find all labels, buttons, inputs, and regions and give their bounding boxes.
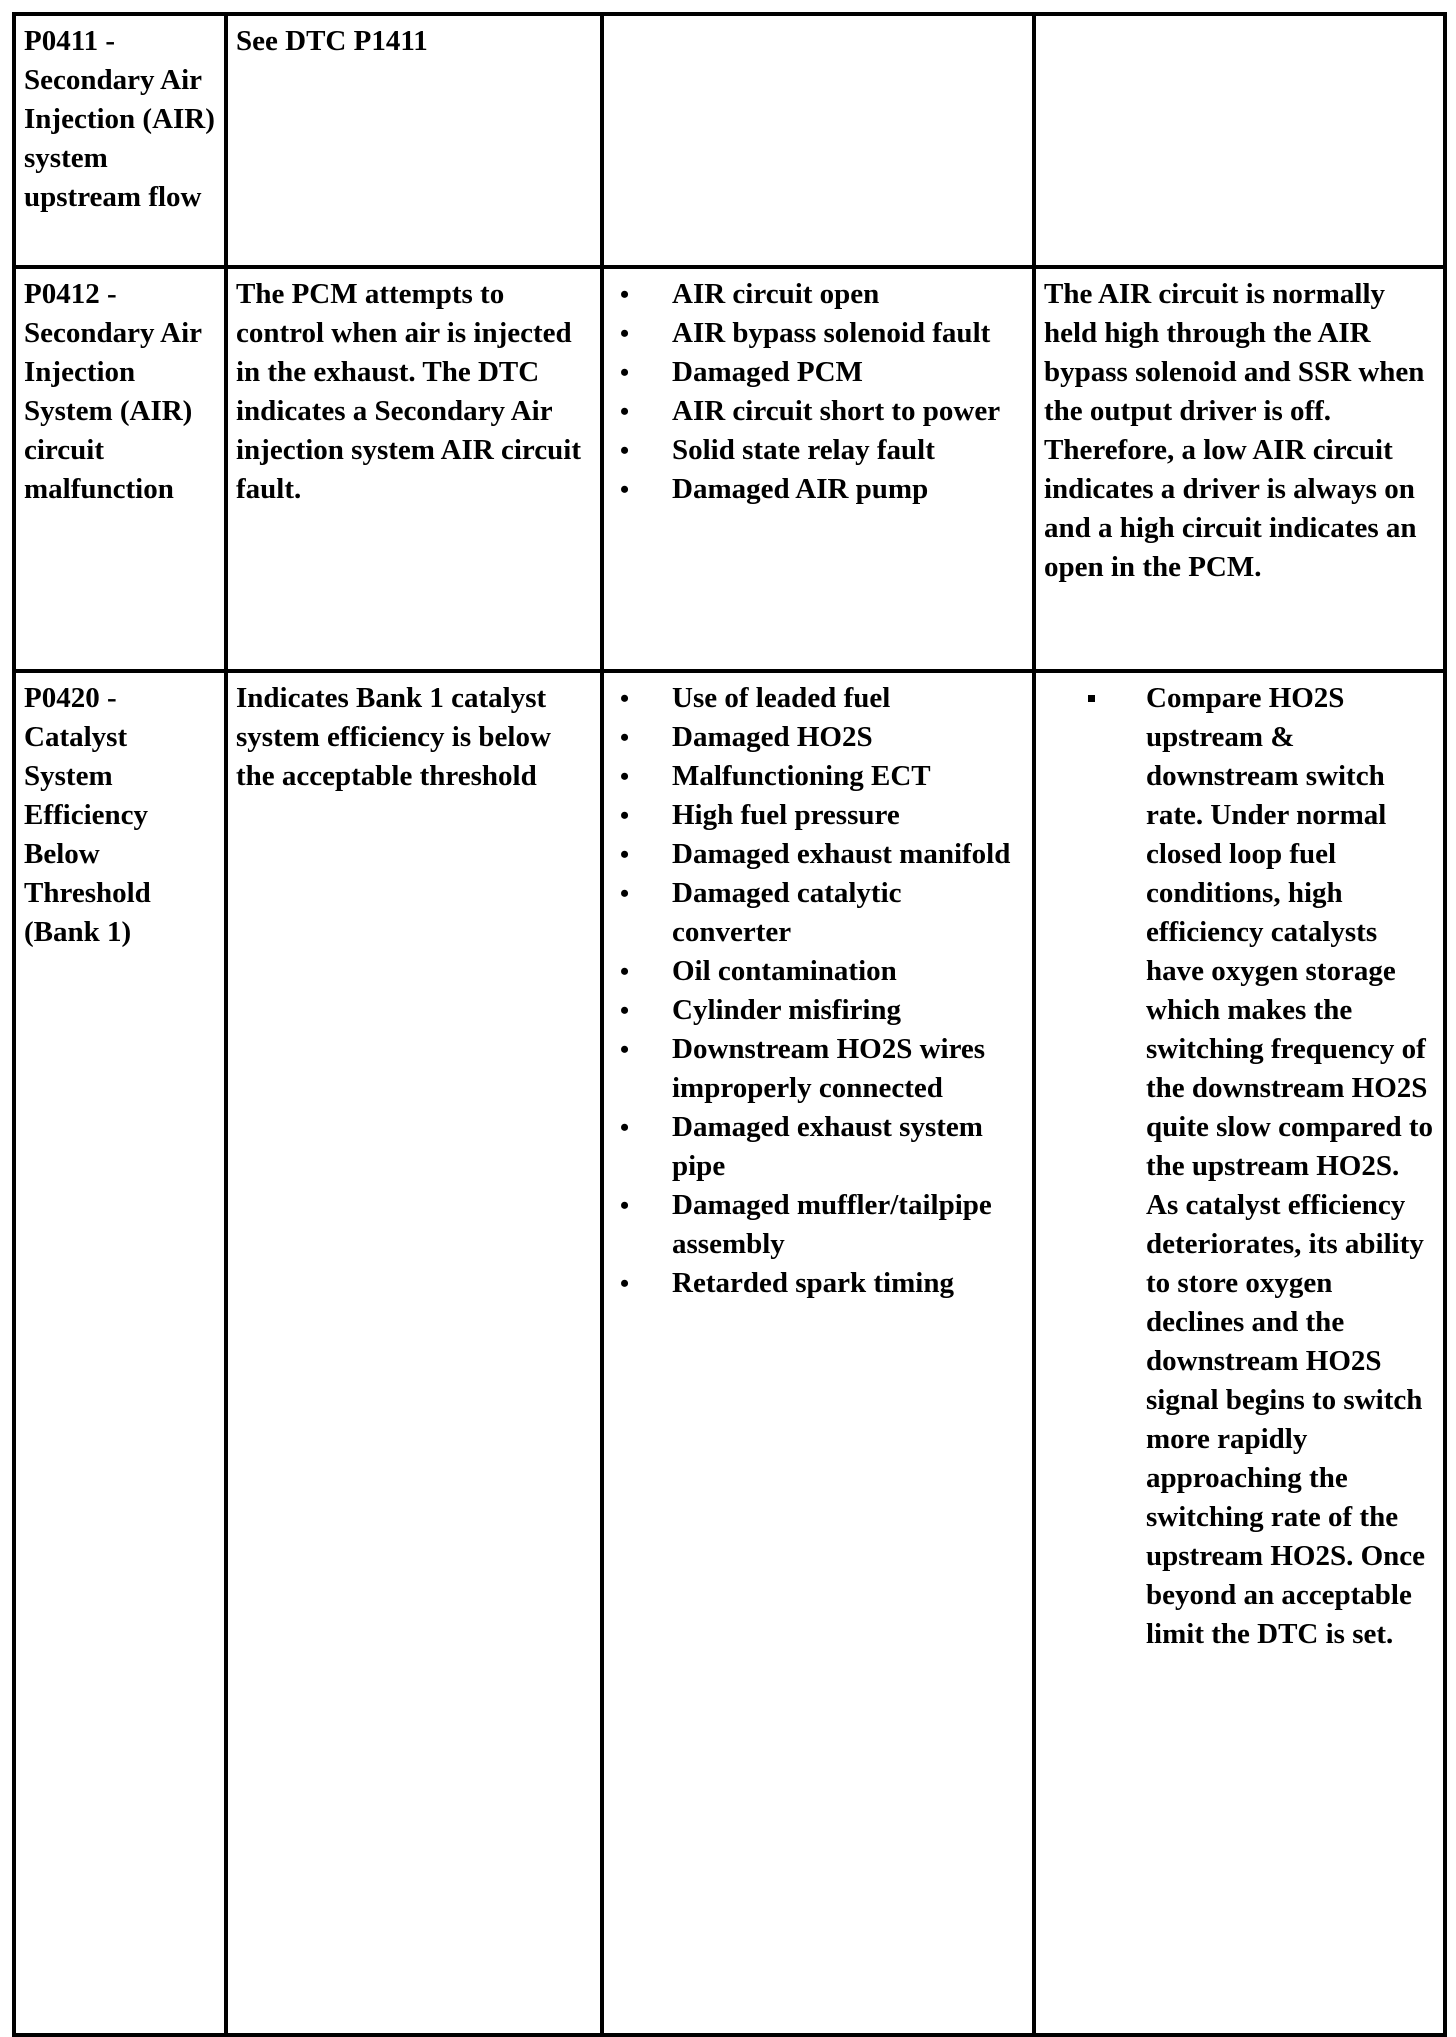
list-item: • Damaged exhaust system pipe [672, 1108, 1024, 1186]
list-item: Compare HO2S upstream & downstream switch rate. Under normal closed loop fuel conditions, high efficiency catalysts have oxygen storage which makes the switching frequency of the downstream HO2S quite slow compared to the upstream HO2S. As catalyst efficiency deteriorates, its ability to store oxygen declines and the downstream HO2S signal begins to switch more rapidly approaching the switching rate of the upstream HO2S. Once beyond an acceptable limit the DTC is set. [1146, 679, 1435, 1654]
causes-cell [602, 267, 1034, 671]
causes-list [612, 679, 1024, 1303]
table-row [14, 14, 1445, 267]
list-item: • AIR circuit open [672, 275, 1024, 314]
notes-cell [1034, 14, 1445, 267]
list-item: • Malfunctioning ECT [672, 757, 1024, 796]
dtc-code-cell: P0420 - Catalyst System Efficiency Below Threshold (Bank 1) [14, 671, 226, 2035]
table-row [14, 671, 1445, 2035]
list-item: • Solid state relay fault [672, 431, 1024, 470]
dtc-code-cell: P0412 - Secondary Air Injection System (AIR) circuit malfunction [14, 267, 226, 671]
table-row [14, 267, 1445, 671]
description-cell: See DTC P1411 [226, 14, 602, 267]
causes-list [612, 275, 1024, 509]
notes-cell [1034, 671, 1445, 2035]
list-item: • Cylinder misfiring [672, 991, 1024, 1030]
list-item: • AIR circuit short to power [672, 392, 1024, 431]
list-item: • Damaged catalytic converter [672, 874, 1024, 952]
notes-cell: The AIR circuit is normally held high through the AIR bypass solenoid and SSR when the output driver is off. Therefore, a low AIR circuit indicates a driver is always on and a high circuit indicates an open in the PCM. [1034, 267, 1445, 671]
list-item: • Damaged exhaust manifold [672, 835, 1024, 874]
list-item: • Downstream HO2S wires improperly connected [672, 1030, 1024, 1108]
causes-cell [602, 14, 1034, 267]
causes-cell [602, 671, 1034, 2035]
description-cell: Indicates Bank 1 catalyst system efficiency is below the acceptable threshold [226, 671, 602, 2035]
notes-list [1044, 679, 1435, 1654]
list-item: • Damaged PCM [672, 353, 1024, 392]
list-item: • High fuel pressure [672, 796, 1024, 835]
list-item: • Use of leaded fuel [672, 679, 1024, 718]
list-item: • Damaged HO2S [672, 718, 1024, 757]
list-item: • AIR bypass solenoid fault [672, 314, 1024, 353]
list-item: • Damaged muffler/tailpipe assembly [672, 1186, 1024, 1264]
description-cell: The PCM attempts to control when air is injected in the exhaust. The DTC indicates a Secondary Air injection system AIR circuit fault. [226, 267, 602, 671]
list-item: • Damaged AIR pump [672, 470, 1024, 509]
dtc-table [12, 12, 1447, 2037]
list-item: • Oil contamination [672, 952, 1024, 991]
list-item: • Retarded spark timing [672, 1264, 1024, 1303]
dtc-code-cell: P0411 - Secondary Air Injection (AIR) system upstream flow [14, 14, 226, 267]
